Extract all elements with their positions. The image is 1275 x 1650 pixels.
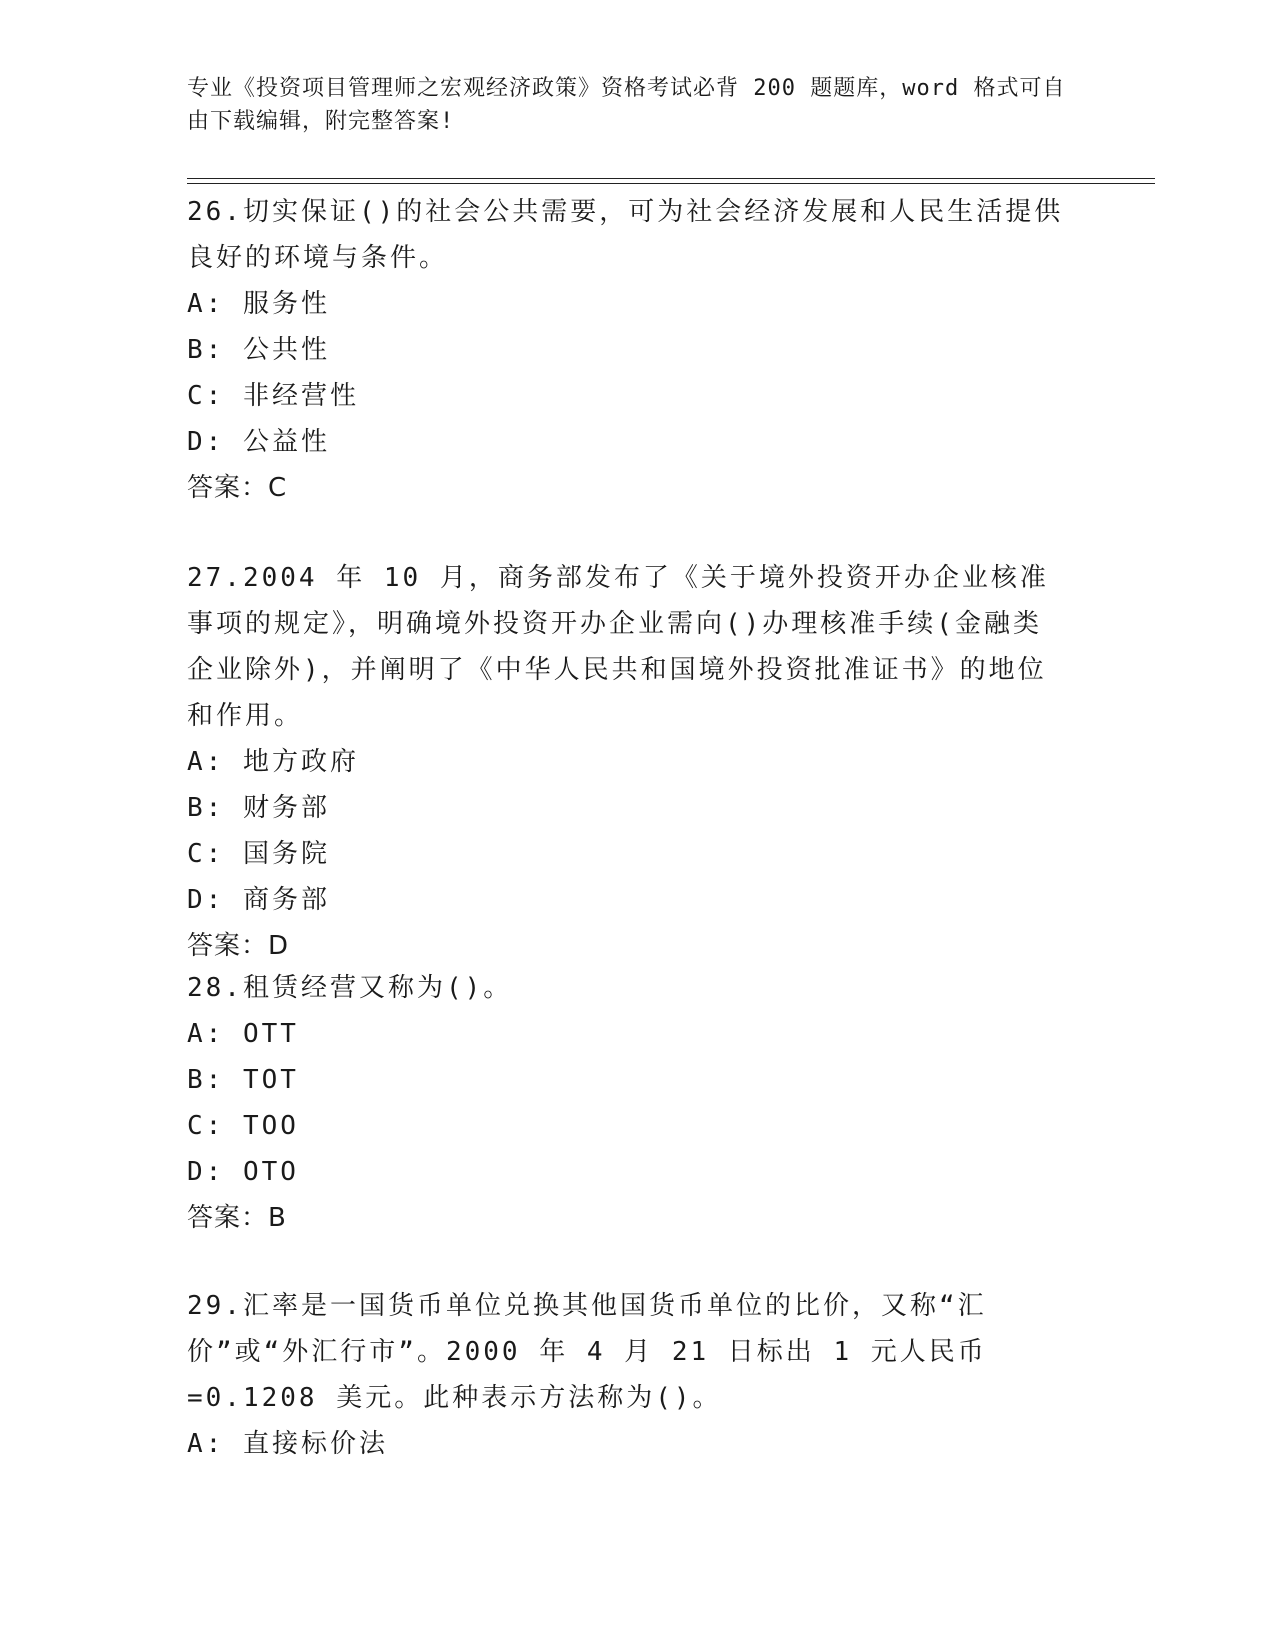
option-b: B: 公共性: [187, 335, 330, 365]
option-a: A: 服务性: [187, 289, 330, 319]
option-c: C: TOO: [187, 1111, 299, 1141]
option-c: C: 非经营性: [187, 381, 359, 411]
question-27: [187, 555, 1067, 969]
answer: 答案：D: [187, 931, 290, 961]
question-29: [187, 1283, 1067, 1467]
option-c: C: 国务院: [187, 839, 330, 869]
question-26: [187, 189, 1067, 511]
question-text: 28.租赁经营又称为()。: [187, 973, 513, 1003]
question-28: [187, 965, 1067, 1241]
option-a: A: 直接标价法: [187, 1429, 388, 1459]
document-intro: 专业《投资项目管理师之宏观经济政策》资格考试必背 200 题题库，word 格式可自由下载编辑，附完整答案!: [187, 76, 1066, 134]
option-a: A: OTT: [187, 1019, 299, 1049]
header-divider-bottom: [187, 183, 1155, 184]
option-b: B: 财务部: [187, 793, 330, 823]
answer: 答案：B: [187, 1203, 287, 1233]
question-text: 27.2004 年 10 月，商务部发布了《关于境外投资开办企业核准事项的规定》，明确境外投资开办企业需向()办理核准手续(金融类企业除外)，并阐明了《中华人民共和国境外投资批准证书》的地位和作用。: [187, 563, 1049, 731]
option-d: D: 公益性: [187, 427, 330, 457]
option-d: D: OTO: [187, 1157, 299, 1187]
question-text: 26.切实保证()的社会公共需要，可为社会经济发展和人民生活提供良好的环境与条件。: [187, 197, 1064, 273]
question-text: 29.汇率是一国货币单位兑换其他国货币单位的比价，又称“汇价”或“外汇行市”。2000 年 4 月 21 日标出 1 元人民币=0.1208 美元。此种表示方法称为()。: [187, 1291, 987, 1413]
answer: 答案：C: [187, 473, 288, 503]
header-divider-top: [187, 178, 1155, 179]
option-d: D: 商务部: [187, 885, 330, 915]
option-a: A: 地方政府: [187, 747, 359, 777]
option-b: B: TOT: [187, 1065, 299, 1095]
